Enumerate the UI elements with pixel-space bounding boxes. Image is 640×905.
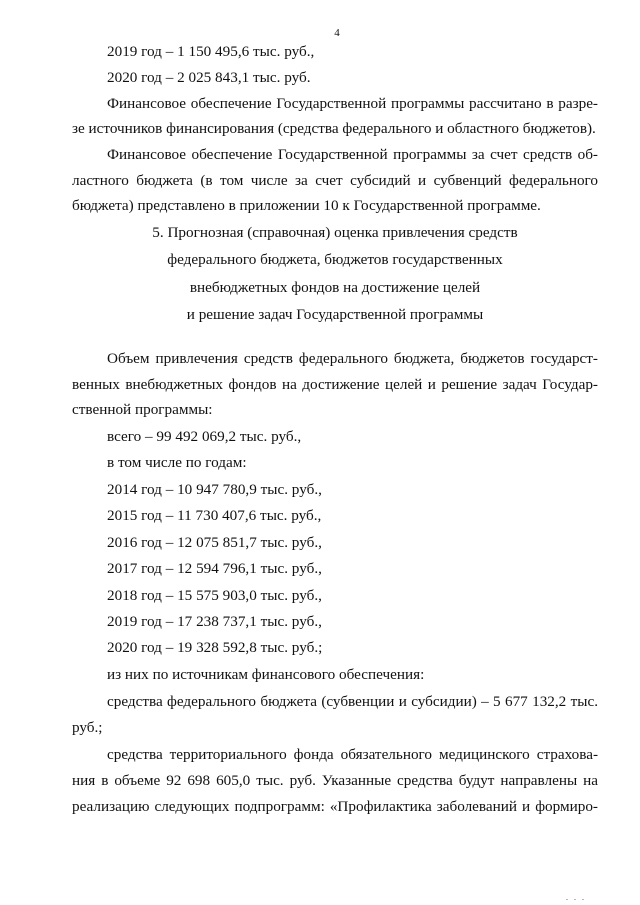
paragraph-line: венных внебюджетных фондов на достижение целей и решение задач Государ- <box>72 376 598 393</box>
by-years-label: в том числе по годам: <box>107 454 247 471</box>
paragraph-line: реализацию следующих подпрограмм: «Профилактика заболеваний и формиро- <box>72 798 598 815</box>
paragraph-line: ственной программы: <box>72 401 213 418</box>
section-heading-line: федерального бюджета, бюджетов государственных <box>167 251 503 268</box>
bottom-mark: . . . <box>566 893 586 902</box>
paragraph-line: средства федерального бюджета (субвенции и субсидии) – 5 677 132,2 тыс. <box>107 693 598 710</box>
year-row: 2016 год – 12 075 851,7 тыс. руб., <box>107 534 322 551</box>
year-row: 2017 год – 12 594 796,1 тыс. руб., <box>107 560 322 577</box>
year-row: 2020 год – 19 328 592,8 тыс. руб.; <box>107 639 323 656</box>
paragraph-line: зе источников финансирования (средства федерального и областного бюджетов). <box>72 120 596 137</box>
year-row: 2019 год – 17 238 737,1 тыс. руб., <box>107 613 322 630</box>
paragraph-line: Объем привлечения средств федерального бюджета, бюджетов государст- <box>107 350 598 367</box>
sources-label: из них по источникам финансового обеспечения: <box>107 666 425 683</box>
section-heading-line: 5. Прогнозная (справочная) оценка привлечения средств <box>152 224 518 241</box>
paragraph-line: средства территориального фонда обязательного медицинского страхова- <box>107 746 598 763</box>
year-2019-funding: 2019 год – 1 150 495,6 тыс. руб., <box>107 43 315 60</box>
paragraph-line: бюджета) представлено в приложении 10 к Государственной программе. <box>72 197 541 214</box>
year-row: 2018 год – 15 575 903,0 тыс. руб., <box>107 587 322 604</box>
total-amount: всего – 99 492 069,2 тыс. руб., <box>107 428 302 445</box>
year-row: 2015 год – 11 730 407,6 тыс. руб., <box>107 507 322 524</box>
paragraph-line: Финансовое обеспечение Государственной программы за счет средств об- <box>107 146 598 163</box>
paragraph-line: Финансовое обеспечение Государственной программы рассчитано в разре- <box>107 95 598 112</box>
page-number: 4 <box>334 27 340 39</box>
section-heading-line: и решение задач Государственной программы <box>186 306 484 323</box>
section-heading-line: внебюджетных фондов на достижение целей <box>189 279 481 296</box>
paragraph-line: ластного бюджета (в том числе за счет субсидий и субвенций федерального <box>72 172 598 189</box>
year-2020-funding: 2020 год – 2 025 843,1 тыс. руб. <box>107 69 311 86</box>
year-row: 2014 год – 10 947 780,9 тыс. руб., <box>107 481 322 498</box>
paragraph-line: руб.; <box>72 719 103 736</box>
paragraph-line: ния в объеме 92 698 605,0 тыс. руб. Указанные средства будут направлены на <box>72 772 598 789</box>
